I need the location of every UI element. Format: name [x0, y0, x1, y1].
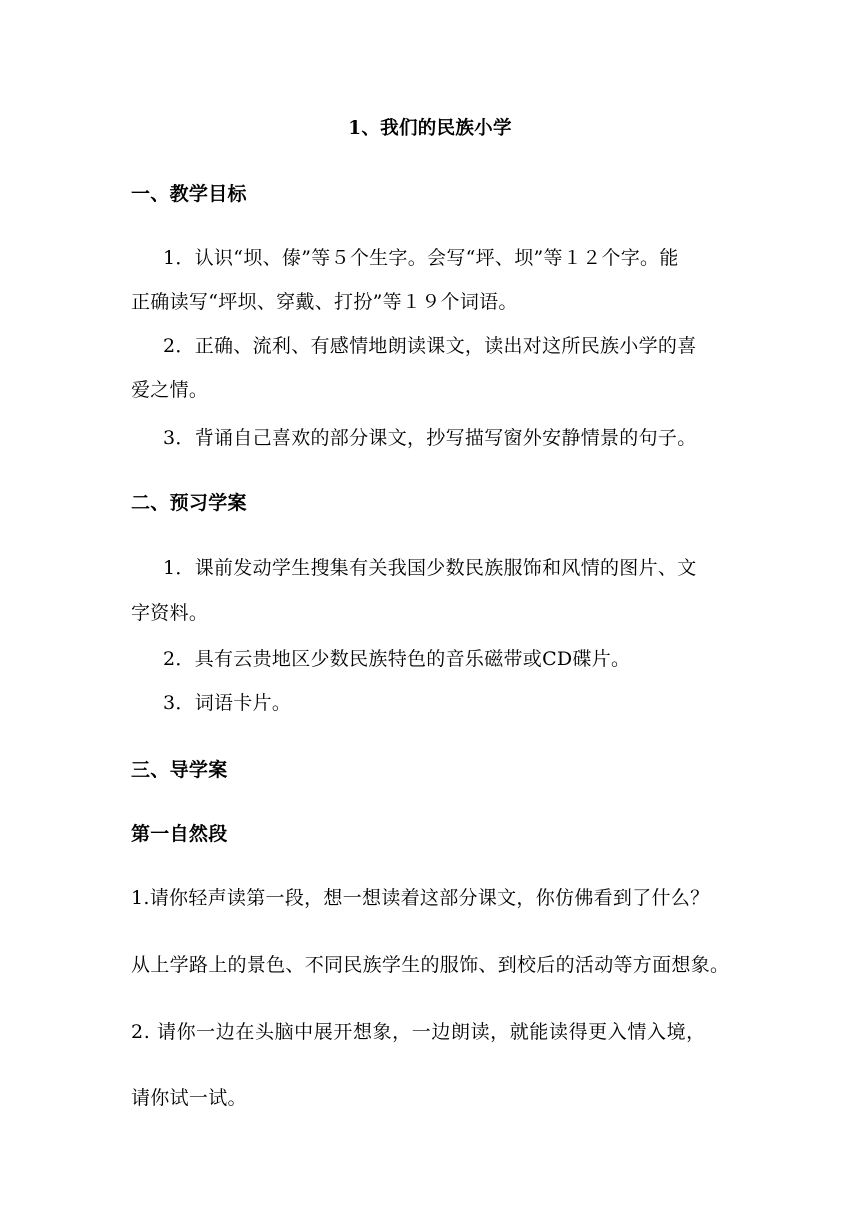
document-title: 1、我们的民族小学: [348, 118, 512, 139]
guide-answer-1: 从上学路上的景色、不同民族学生的服饰、到校后的活动等方面想象。: [131, 954, 730, 976]
section-heading-goals: 一、教学目标: [131, 183, 247, 205]
section-heading-preview: 二、预习学案: [131, 492, 247, 514]
guide-question-2-line-1: 2. 请你一边在头脑中展开想象，一边朗读，就能读得更入情入境，: [131, 1021, 706, 1043]
preview-item-1-line-1: 1．课前发动学生搜集有关我国少数民族服饰和风情的图片、文: [163, 557, 697, 579]
goals-item-1-line-1: 1．认识“坝、傣”等５个生字。会写“坪、坝”等１２个字。能: [163, 247, 679, 269]
goals-item-2-line-2: 爱之情。: [131, 379, 209, 401]
preview-item-1-line-2: 字资料。: [131, 602, 209, 624]
goals-item-2-line-1: 2．正确、流利、有感情地朗读课文，读出对这所民族小学的喜: [163, 335, 697, 357]
guide-subheading: 第一自然段: [131, 823, 228, 845]
preview-item-2: 2．具有云贵地区少数民族特色的音乐磁带或CD碟片。: [163, 648, 631, 670]
goals-item-3: 3．背诵自己喜欢的部分课文，抄写描写窗外安静情景的句子。: [163, 427, 697, 449]
guide-question-1: 1.请你轻声读第一段，想一想读着这部分课文，你仿佛看到了什么？: [131, 887, 710, 909]
goals-item-1-line-2: 正确读写“坪坝、穿戴、打扮”等１９个词语。: [131, 291, 518, 313]
guide-question-2-line-2: 请你试一试。: [131, 1087, 247, 1109]
section-heading-guide: 三、导学案: [131, 759, 228, 781]
preview-item-3: 3．词语卡片。: [163, 692, 292, 714]
